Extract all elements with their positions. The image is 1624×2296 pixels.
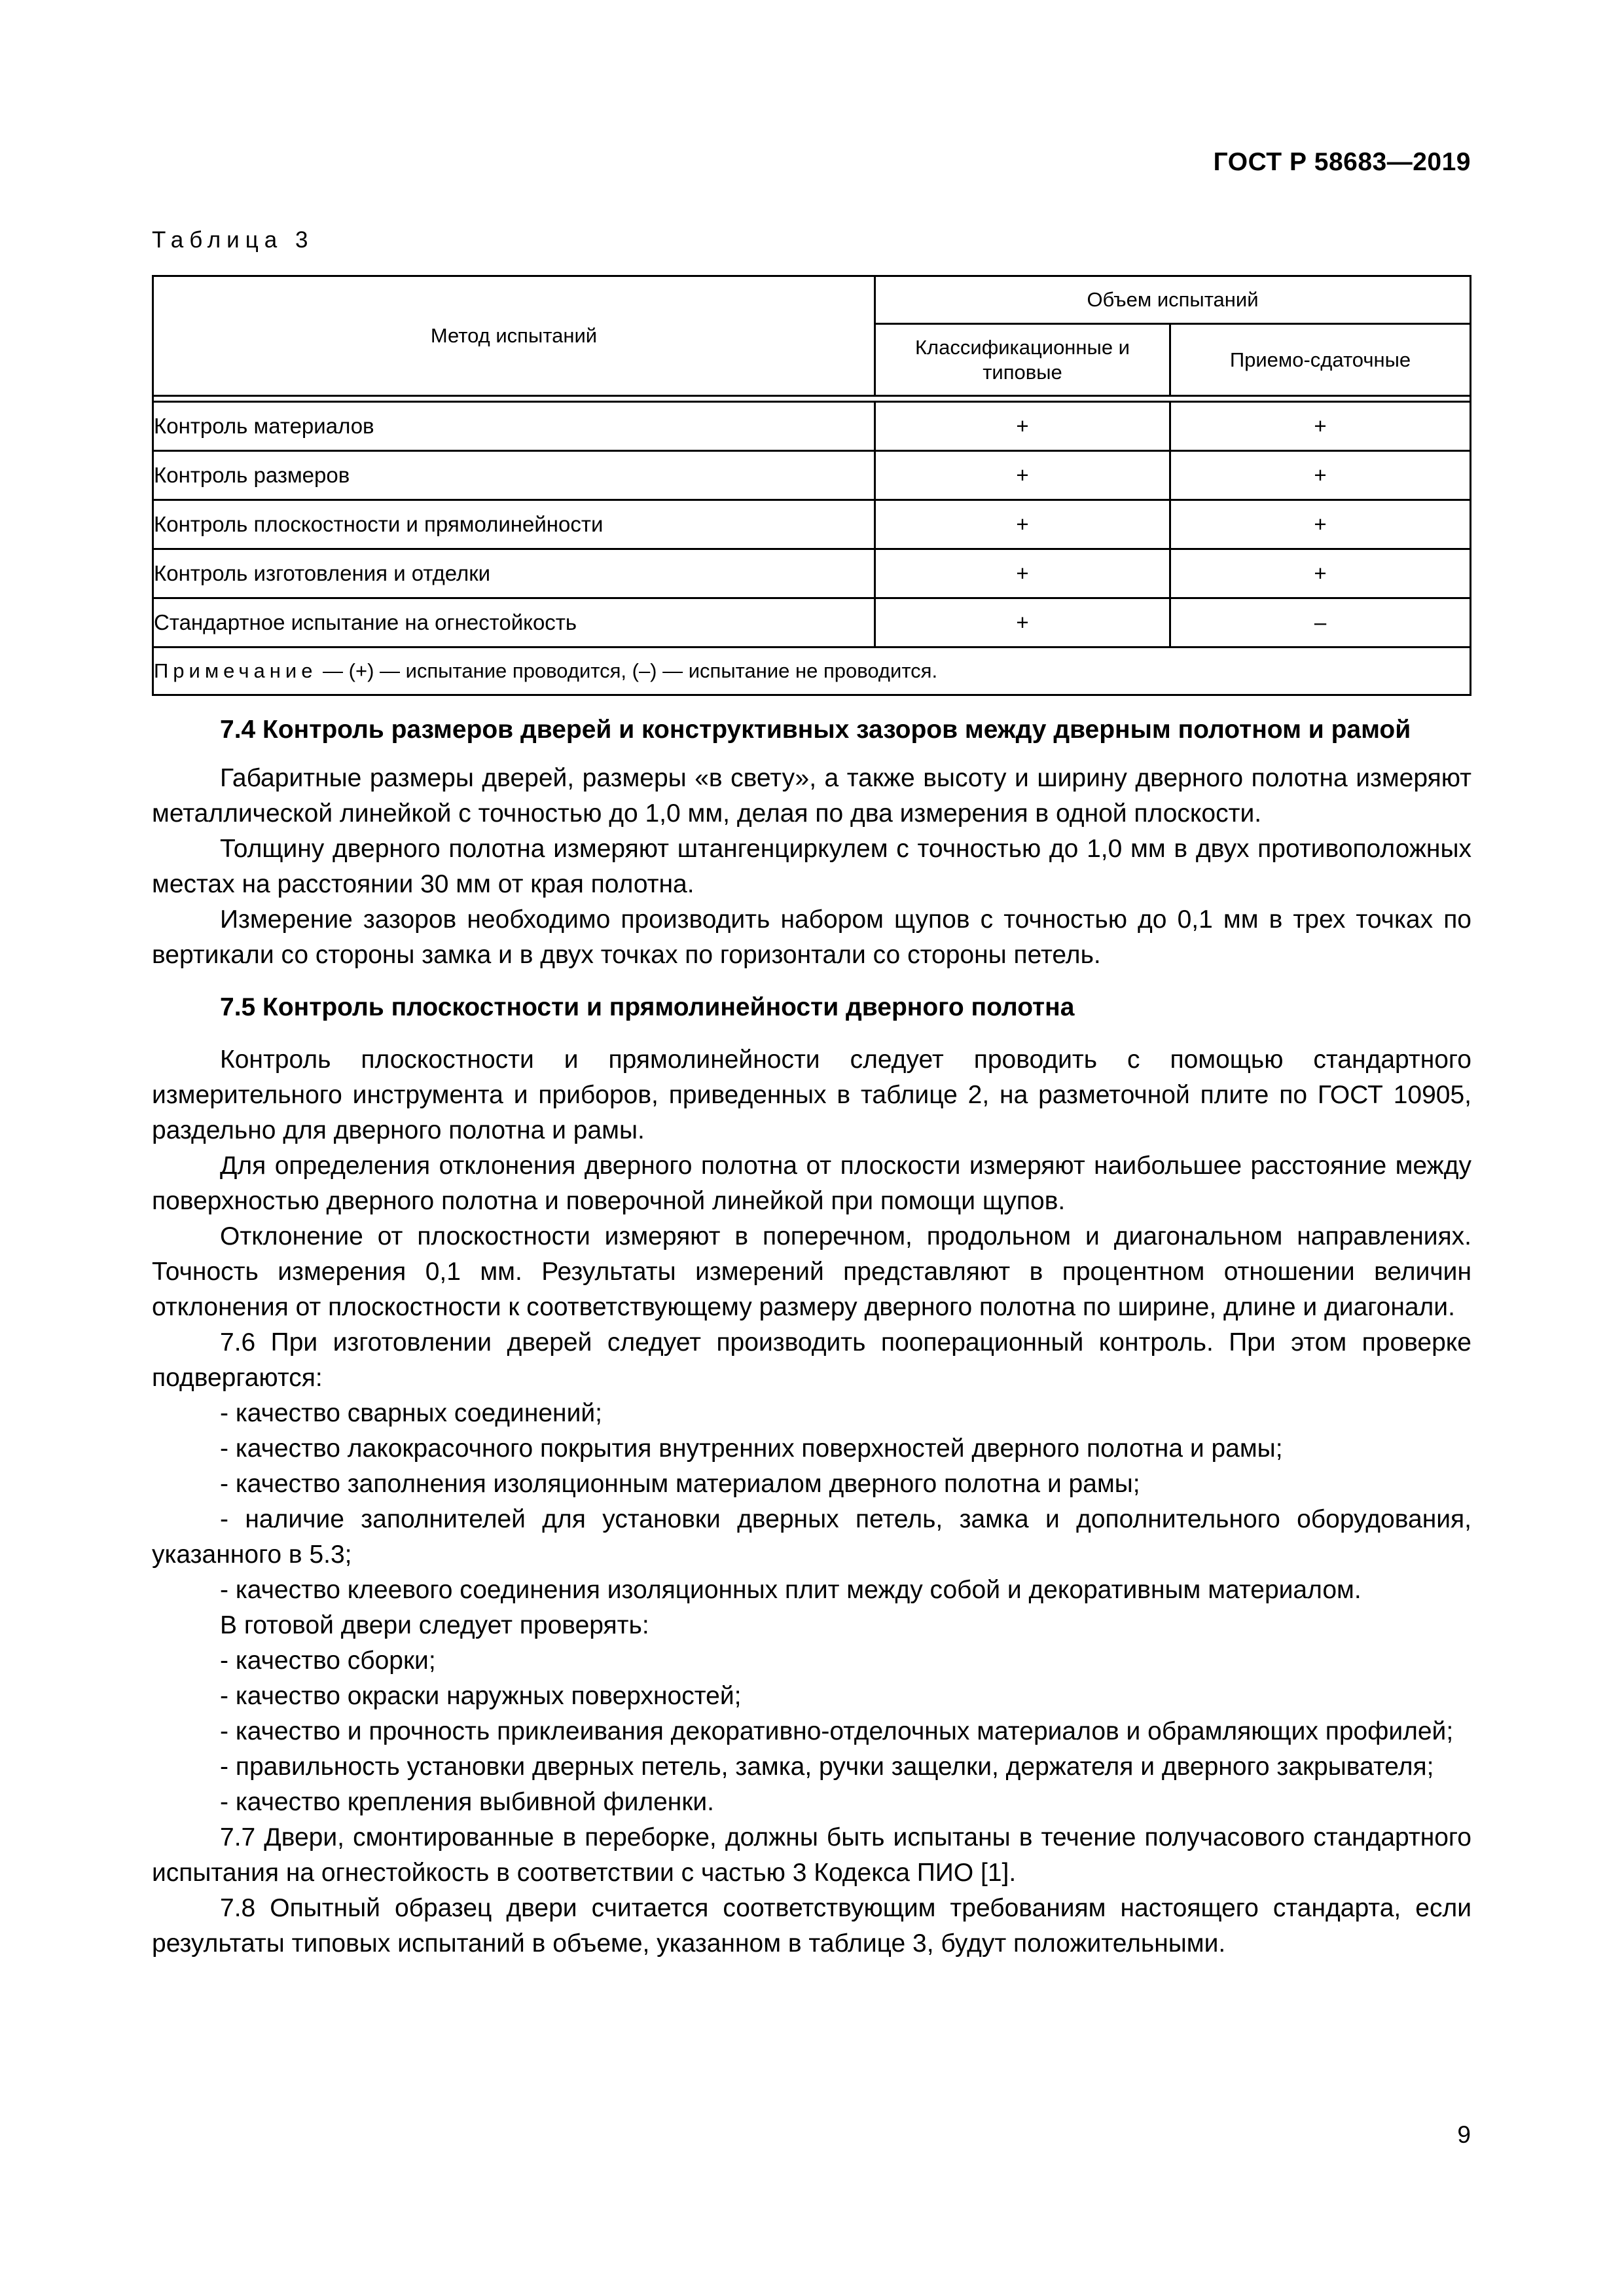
section-heading-7-4: 7.4 Контроль размеров дверей и конструктивных зазоров между дверным полотном и рамой xyxy=(220,716,1411,744)
note-label: Примечание xyxy=(154,659,317,682)
list-item: - качество окраски наружных поверхностей; xyxy=(220,1682,742,1710)
list-item: - качество клеевого соединения изоляционных плит между собой и декоративным материалом. xyxy=(220,1576,1362,1604)
paragraph: Толщину дверного полотна измеряют штангенциркулем с точностью до 1,0 мм в двух противоположных местах на расстоянии 30 мм от края полотна. xyxy=(152,835,1471,898)
test-volume-table xyxy=(152,275,1471,696)
section-heading-7-5: 7.5 Контроль плоскостности и прямолинейности дверного полотна xyxy=(220,993,1075,1021)
table-row xyxy=(153,500,1471,549)
paragraph: Габаритные размеры дверей, размеры «в свету», а также высоту и ширину дверного полотна измеряют металлической линейкой с точностью до 1,0 мм, делая по два измерения в одной плоскости. xyxy=(152,764,1471,828)
page-number: 9 xyxy=(1457,2121,1471,2148)
table-row xyxy=(153,402,1471,451)
list-item: - качество сборки; xyxy=(220,1647,436,1675)
classification-cell: + xyxy=(875,451,1170,500)
table-row xyxy=(153,598,1471,647)
method-cell: Контроль размеров xyxy=(153,451,875,500)
list-intro: В готовой двери следует проверять: xyxy=(220,1611,649,1639)
column-header-classification: Классификационные и типовые xyxy=(875,324,1170,396)
method-cell: Стандартное испытание на огнестойкость xyxy=(153,598,875,647)
table-note xyxy=(153,647,1471,695)
acceptance-cell: – xyxy=(1170,598,1471,647)
list-item: - наличие заполнителей для установки дверных петель, замка и дополнительного оборудования, указанного в 5.3; xyxy=(152,1505,1471,1569)
column-header-volume: Объем испытаний xyxy=(875,276,1471,324)
paragraph: Контроль плоскостности и прямолинейности следует проводить с помощью стандартного измерительного инструмента и приборов, приведенных в таблице 2, на разметочной плите по ГОСТ 10905, раздельно для дверного полотна и рамы. xyxy=(152,1046,1471,1144)
acceptance-cell: + xyxy=(1170,500,1471,549)
method-cell: Контроль материалов xyxy=(153,402,875,451)
method-cell: Контроль изготовления и отделки xyxy=(153,549,875,598)
classification-cell: + xyxy=(875,500,1170,549)
classification-cell: + xyxy=(875,549,1170,598)
list-item: - качество сварных соединений; xyxy=(220,1399,602,1427)
paragraph-7-7: 7.7 Двери, смонтированные в переборке, должны быть испытаны в течение получасового стандартного испытания на огнестойкость в соответствии с частью 3 Кодекса ПИО [1]. xyxy=(152,1823,1471,1887)
table-caption: Таблица 3 xyxy=(152,227,314,253)
list-item: - качество заполнения изоляционным материалом дверного полотна и рамы; xyxy=(220,1470,1140,1498)
paragraph: Отклонение от плоскостности измеряют в поперечном, продольном и диагональном направлениях. Точность измерения 0,1 мм. Результаты измерений представляют в процентном отношении величин отклонения от плоскостности к соответствующему размеру дверного полотна по ширине, длине и диагонали. xyxy=(152,1222,1471,1321)
acceptance-cell: + xyxy=(1170,402,1471,451)
list-item: - правильность установки дверных петель, замка, ручки защелки, держателя и дверного закрывателя; xyxy=(220,1753,1434,1781)
acceptance-cell: + xyxy=(1170,549,1471,598)
header-separator xyxy=(153,396,1471,402)
document-body xyxy=(152,712,1471,1961)
paragraph-7-6: 7.6 При изготовлении дверей следует производить пооперационный контроль. При этом проверке подвергаются: xyxy=(152,1328,1471,1392)
acceptance-cell: + xyxy=(1170,451,1471,500)
list-item: - качество и прочность приклеивания декоративно-отделочных материалов и обрамляющих профилей; xyxy=(220,1717,1454,1745)
column-header-method: Метод испытаний xyxy=(153,276,875,396)
table-row xyxy=(153,549,1471,598)
list-item: - качество крепления выбивной филенки. xyxy=(220,1788,715,1816)
column-header-acceptance: Приемо-сдаточные xyxy=(1170,324,1471,396)
method-cell: Контроль плоскостности и прямолинейности xyxy=(153,500,875,549)
classification-cell: + xyxy=(875,598,1170,647)
paragraph: Для определения отклонения дверного полотна от плоскости измеряют наибольшее расстояние между поверхностью дверного полотна и поверочной линейкой при помощи щупов. xyxy=(152,1152,1471,1215)
paragraph: Измерение зазоров необходимо производить набором щупов с точностью до 0,1 мм в трех точках по вертикали со стороны замка и в двух точках по горизонтали со стороны петель. xyxy=(152,905,1471,969)
paragraph-7-8: 7.8 Опытный образец двери считается соответствующим требованиям настоящего стандарта, если результаты типовых испытаний в объеме, указанном в таблице 3, будут положительными. xyxy=(152,1894,1471,1958)
classification-cell: + xyxy=(875,402,1170,451)
table-row xyxy=(153,451,1471,500)
list-item: - качество лакокрасочного покрытия внутренних поверхностей дверного полотна и рамы; xyxy=(220,1434,1283,1463)
document-code: ГОСТ Р 58683—2019 xyxy=(1213,148,1471,176)
note-text: — (+) — испытание проводится, (–) — испытание не проводится. xyxy=(317,659,938,682)
